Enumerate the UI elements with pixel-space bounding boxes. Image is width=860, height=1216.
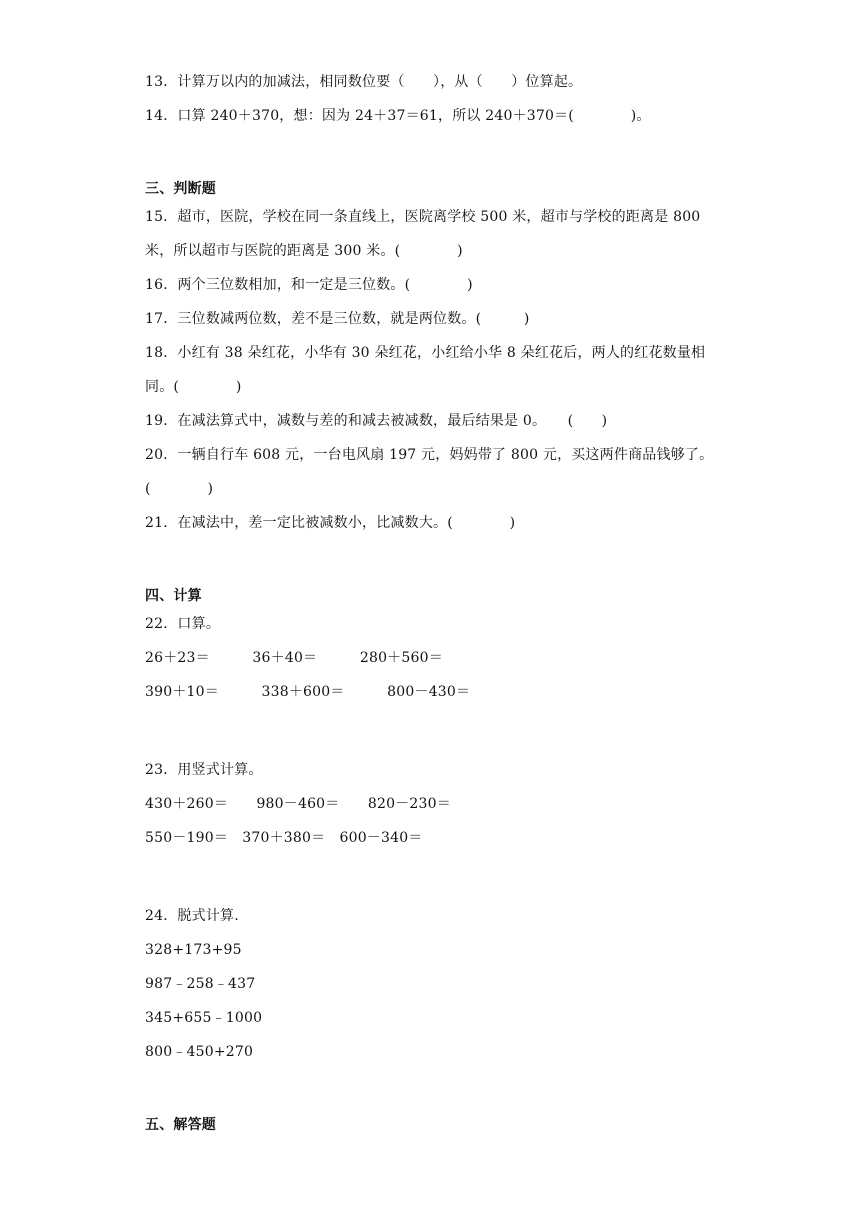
question-18-line-2: 同。( ) <box>145 379 242 395</box>
question-21: 21．在减法中，差一定比被减数小，比减数大。( ) <box>145 515 516 531</box>
question-15-line-2: 米，所以超市与医院的距离是 300 米。( ) <box>145 243 463 259</box>
question-14: 14．口算 240＋370，想：因为 24＋37＝61，所以 240＋370＝( )。 <box>145 108 651 124</box>
question-23-row-2: 550－190＝ 370＋380＝ 600－340＝ <box>145 830 423 846</box>
section-heading-word-problems: 五、解答题 <box>145 1117 216 1133</box>
section-heading-calculation: 四、计算 <box>145 588 202 604</box>
question-23-title: 23．用竖式计算。 <box>145 762 263 778</box>
question-24-expression-2: 987﹣258﹣437 <box>145 976 256 992</box>
question-18-line-1: 18．小红有 38 朵红花，小华有 30 朵红花，小红给小华 8 朵红花后，两人的红花数量相 <box>145 345 706 361</box>
question-19: 19．在减法算式中，减数与差的和减去被减数，最后结果是 0。 ( ) <box>145 413 608 429</box>
question-24-expression-3: 345+655﹣1000 <box>145 1010 263 1026</box>
question-24-title: 24．脱式计算. <box>145 908 239 924</box>
question-17: 17．三位数减两位数，差不是三位数，就是两位数。( ) <box>145 311 530 327</box>
question-23-row-1: 430＋260＝ 980－460＝ 820－230＝ <box>145 796 451 812</box>
question-20-line-2: ( ) <box>145 481 214 497</box>
question-24-expression-1: 328+173+95 <box>145 942 242 958</box>
question-16: 16．两个三位数相加，和一定是三位数。( ) <box>145 277 473 293</box>
question-22-title: 22．口算。 <box>145 616 221 632</box>
question-20-line-1: 20．一辆自行车 608 元，一台电风扇 197 元，妈妈带了 800 元，买这两件商品钱够了。 <box>145 447 714 463</box>
question-13: 13．计算万以内的加减法，相同数位要（ ），从（ ）位算起。 <box>145 74 583 90</box>
question-24-expression-4: 800﹣450+270 <box>145 1044 254 1060</box>
question-22-row-1: 26＋23＝ 36＋40＝ 280＋560＝ <box>145 650 443 666</box>
question-22-row-2: 390＋10＝ 338＋600＝ 800－430＝ <box>145 684 471 700</box>
section-heading-judgement: 三、判断题 <box>145 181 216 197</box>
question-15-line-1: 15．超市，医院，学校在同一条直线上，医院离学校 500 米，超市与学校的距离是 800 <box>145 209 701 225</box>
